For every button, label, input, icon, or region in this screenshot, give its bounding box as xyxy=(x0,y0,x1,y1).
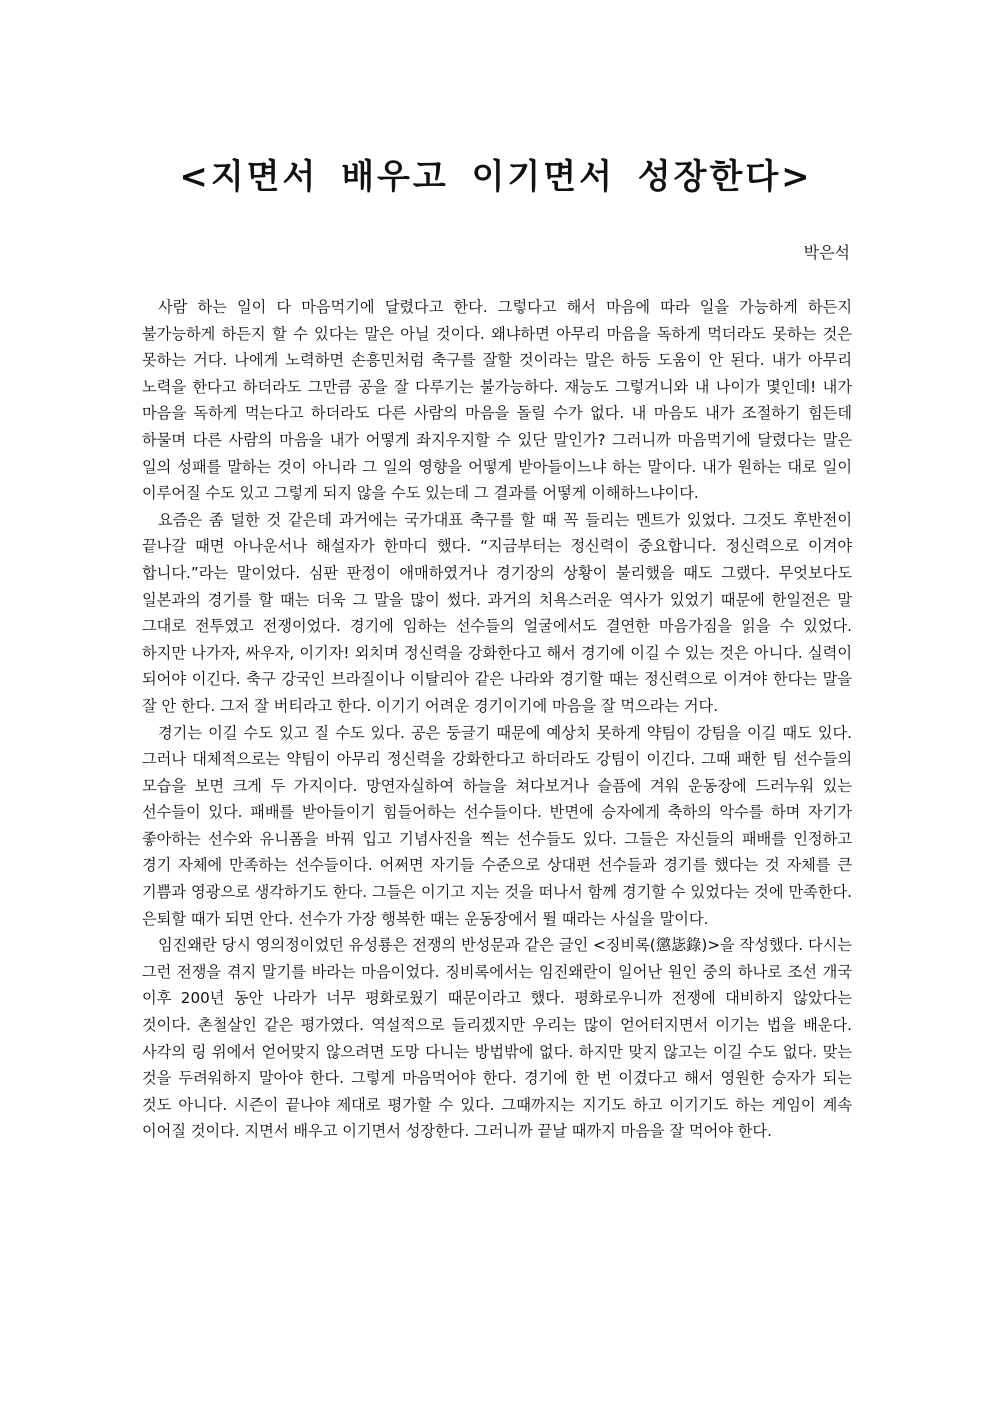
paragraph: 임진왜란 당시 영의정이었던 유성룡은 전쟁의 반성문과 같은 글인 <징비록(懲毖錄)>을 작성했다. 다시는 그런 전쟁을 겪지 말기를 바라는 마음이었다. 징비록에서는 임진왜란이 일어난 원인 중의 하나로 조선 개국 이후 200년 동안 나라가 너무 평화로웠기 때문이라고 했다. 평화로우니까 전쟁에 대비하지 않았다는 것이다. 촌철살인 같은 평가였다. 역설적으로 들리겠지만 우리는 많이 얻어터지면서 이기는 법을 배운다. 사각의 링 위에서 얻어맞지 않으려면 도망 다니는 방법밖에 없다. 하지만 맞지 않고는 이길 수도 없다. 맞는 것을 두려워하지 말아야 한다. 그렇게 마음먹어야 한다. 경기에 한 번 이겼다고 해서 영원한 승자가 되는 것도 아니다. 시즌이 끝나야 제대로 평가할 수 있다. 그때까지는 지기도 하고 이기기도 하는 게임이 계속 이어질 것이다. 지면서 배우고 이기면서 성장한다. 그러니까 끝날 때까지 마음을 잘 먹어야 한다. xyxy=(142,936,852,1141)
document-title: <지면서 배우고 이기면서 성장한다> xyxy=(179,157,813,197)
paragraph: 사람 하는 일이 다 마음먹기에 달렸다고 한다. 그렇다고 해서 마음에 따라 일을 가능하게 하든지 불가능하게 하든지 할 수 있다는 말은 아닐 것이다. 왜냐하면 아무리 마음을 독하게 먹더라도 못하는 것은 못하는 거다. 나에게 노력하면 손흥민처럼 축구를 잘할 것이라는 말은 하등 도움이 안 된다. 내가 아무리 노력을 한다고 하더라도 그만큼 공을 잘 다루기는 불가능하다. 재능도 그렇거니와 내 나이가 몇인데! 내가 마음을 독하게 먹는다고 하더라도 다른 사람의 마음을 돌릴 수가 없다. 내 마음도 내가 조절하기 힘든데 하물며 다른 사람의 마음을 내가 어떻게 좌지우지할 수 있단 말인가? 그러니까 마음먹기에 달렸다는 말은 일의 성패를 말하는 것이 아니라 그 일의 영향을 어떻게 받아들이느냐 하는 말이다. 내가 원하는 대로 일이 이루어질 수도 있고 그렇게 되지 않을 수도 있는데 그 결과를 어떻게 이해하느냐이다. xyxy=(142,298,852,503)
author-name: 박은석 xyxy=(803,243,850,262)
paragraph: 요즘은 좀 덜한 것 같은데 과거에는 국가대표 축구를 할 때 꼭 들리는 멘트가 있었다. 그것도 후반전이 끝나갈 때면 아나운서나 해설자가 한마디 했다. “지금부터는 정신력이 중요합니다. 정신력으로 이겨야 합니다.”라는 말이었다. 심판 판정이 애매하였거나 경기장의 상황이 불리했을 때도 그랬다. 무엇보다도 일본과의 경기를 할 때는 더욱 그 말을 많이 썼다. 과거의 치욕스러운 역사가 있었기 때문에 한일전은 말 그대로 전투였고 전쟁이었다. 경기에 임하는 선수들의 얼굴에서도 결연한 마음가짐을 읽을 수 있었다. 하지만 나가자, 싸우자, 이기자! 외치며 정신력을 강화한다고 해서 경기에 이길 수 있는 것은 아니다. 실력이 되어야 이긴다. 축구 강국인 브라질이나 이탈리아 같은 나라와 경기할 때는 정신력으로 이겨야 한다는 말을 잘 안 한다. 그저 잘 버티라고 한다. 이기기 어려운 경기이기에 마음을 잘 먹으라는 거다. xyxy=(142,510,852,715)
document-body xyxy=(142,294,852,1145)
paragraph: 경기는 이길 수도 있고 질 수도 있다. 공은 둥글기 때문에 예상치 못하게 약팀이 강팀을 이길 때도 있다. 그러나 대체적으로는 약팀이 아무리 정신력을 강화한다고 하더라도 강팀이 이긴다. 그때 패한 팀 선수들의 모습을 보면 크게 두 가지이다. 망연자실하여 하늘을 쳐다보거나 슬픔에 겨워 운동장에 드러누워 있는 선수들이 있다. 패배를 받아들이기 힘들어하는 선수들이다. 반면에 승자에게 축하의 악수를 하며 자기가 좋아하는 선수와 유니폼을 바꿔 입고 기념사진을 찍는 선수들도 있다. 그들은 자신들의 패배를 인정하고 경기 자체에 만족하는 선수들이다. 어쩌면 자기들 수준으로 상대편 선수들과 경기를 했다는 것 자체를 큰 기쁨과 영광으로 생각하기도 한다. 그들은 이기고 지는 것을 떠나서 함께 경기할 수 있었다는 것에 만족한다. 은퇴할 때가 되면 안다. 선수가 가장 행복한 때는 운동장에서 뛸 때라는 사실을 말이다. xyxy=(142,723,852,928)
